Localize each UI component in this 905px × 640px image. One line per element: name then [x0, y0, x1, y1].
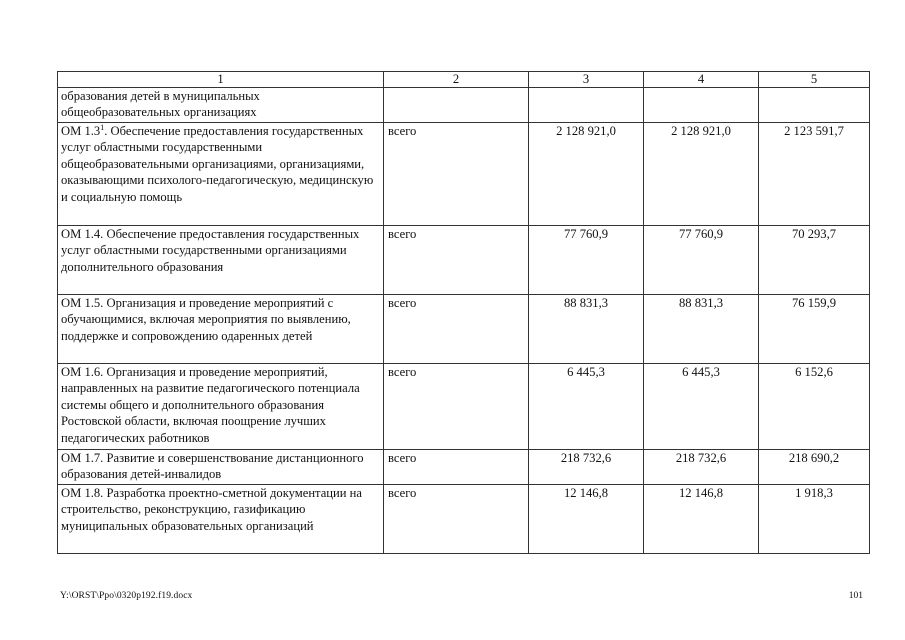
table-row — [58, 226, 870, 295]
row-type: всего — [384, 226, 529, 295]
row-name-text: ОМ 1.5. Организация и проведение мероприятий с обучающимися, включая мероприятия по выявлению, поддержке и сопровождению одаренных детей — [61, 296, 351, 343]
row-value-col4 — [644, 88, 759, 123]
column-header-4: 4 — [644, 72, 759, 88]
footnote-marker: 1 — [100, 122, 105, 132]
row-type: всего — [384, 450, 529, 485]
row-name-text: ОМ 1.7. Развитие и совершенствование дистанционного образования детей-инвалидов — [61, 451, 364, 482]
footer-file-path: Y:\ORST\Ppo\0320p192.f19.docx — [60, 591, 193, 601]
row-name — [58, 450, 384, 485]
row-name — [58, 123, 384, 226]
row-value-col4: 218 732,6 — [644, 450, 759, 485]
column-header-2: 2 — [384, 72, 529, 88]
row-type: всего — [384, 295, 529, 364]
column-header-1: 1 — [58, 72, 384, 88]
row-name-text: ОМ 1.8. Разработка проектно-сметной документации на строительство, реконструкцию, газификацию муниципальных образовательных организаций — [61, 486, 363, 533]
footer-page-number: 101 — [848, 591, 863, 601]
row-name-text: ОМ 1.6. Организация и проведение мероприятий, направленных на развитие педагогического потенциала системы общего и дополнительного образования Ростовской области, включая поощрение лучших педагогических работников — [61, 365, 360, 445]
row-value-col5 — [759, 88, 870, 123]
row-name-text-rest: . Обеспечение предоставления государственных услуг областными государственными общеобразовательными организациями, организациями, оказывающими психолого-педагогическую, медицинскую и социальную помощь — [61, 124, 374, 204]
row-type: всего — [384, 123, 529, 226]
row-value-col3: 2 128 921,0 — [529, 123, 644, 226]
table-row — [58, 364, 870, 450]
row-value-col5: 6 152,6 — [759, 364, 870, 450]
row-value-col4: 77 760,9 — [644, 226, 759, 295]
row-type: всего — [384, 485, 529, 554]
row-type — [384, 88, 529, 123]
row-value-col5: 76 159,9 — [759, 295, 870, 364]
row-value-col4: 2 128 921,0 — [644, 123, 759, 226]
row-value-col5: 70 293,7 — [759, 226, 870, 295]
row-value-col4: 6 445,3 — [644, 364, 759, 450]
row-value-col3 — [529, 88, 644, 123]
table-row — [58, 295, 870, 364]
row-value-col3: 12 146,8 — [529, 485, 644, 554]
table-row — [58, 485, 870, 554]
row-value-col5: 1 918,3 — [759, 485, 870, 554]
row-value-col5: 218 690,2 — [759, 450, 870, 485]
row-name-text: образования детей в муниципальных общеобразовательных организациях — [61, 89, 260, 120]
table-row — [58, 88, 870, 123]
row-name — [58, 485, 384, 554]
budget-table — [57, 71, 870, 554]
column-header-5: 5 — [759, 72, 870, 88]
table-row — [58, 450, 870, 485]
row-name-text: ОМ 1.3 — [61, 124, 101, 138]
row-type: всего — [384, 364, 529, 450]
row-value-col3: 6 445,3 — [529, 364, 644, 450]
row-value-col4: 12 146,8 — [644, 485, 759, 554]
row-value-col3: 218 732,6 — [529, 450, 644, 485]
table-row — [58, 123, 870, 226]
row-value-col5: 2 123 591,7 — [759, 123, 870, 226]
table-header-row — [58, 72, 870, 88]
row-name — [58, 226, 384, 295]
row-value-col3: 77 760,9 — [529, 226, 644, 295]
column-header-3: 3 — [529, 72, 644, 88]
row-name-text: ОМ 1.4. Обеспечение предоставления государственных услуг областными государственными организациями дополнительного образования — [61, 227, 360, 274]
row-value-col4: 88 831,3 — [644, 295, 759, 364]
row-name — [58, 364, 384, 450]
row-name — [58, 88, 384, 123]
row-value-col3: 88 831,3 — [529, 295, 644, 364]
row-name — [58, 295, 384, 364]
